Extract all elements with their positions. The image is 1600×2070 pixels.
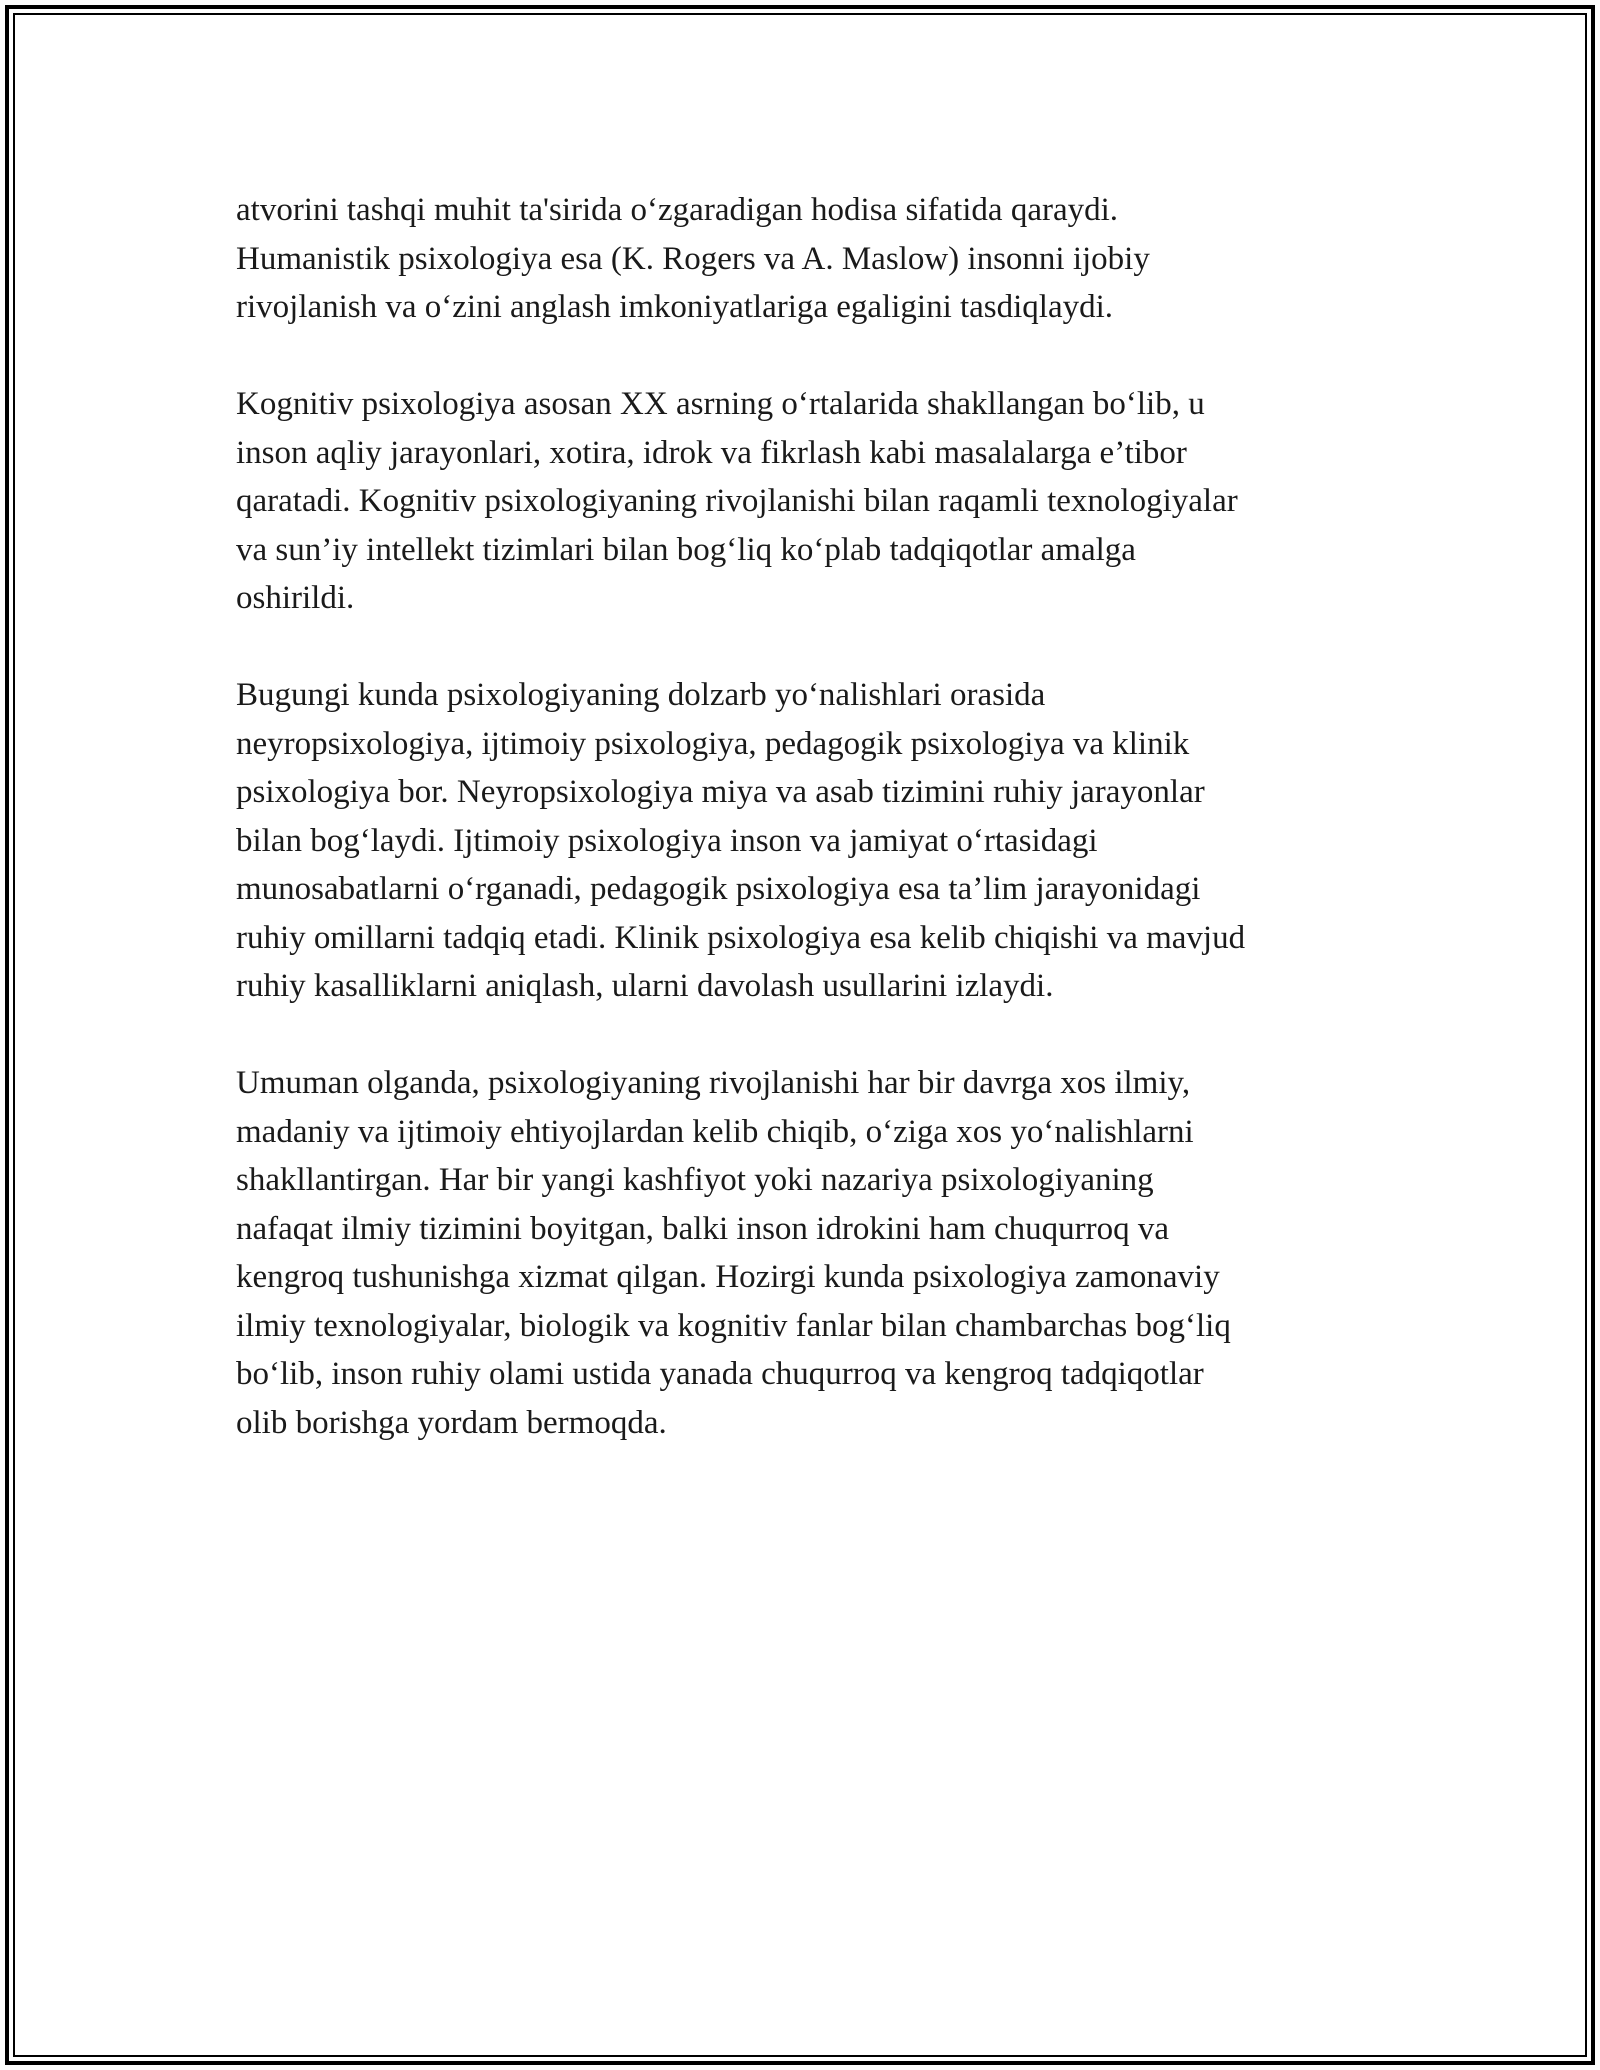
text-line: neyropsixologiya, ijtimoiy psixologiya, pedagogik psixologiya va klinik — [236, 725, 1190, 762]
text-line: ruhiy kasalliklarni aniqlash, ularni davolash usullarini izlaydi. — [236, 968, 1054, 1004]
text-line: shakllantirgan. Har bir yangi kashfiyot yoki nazariya psixologiyaning — [236, 1162, 1154, 1198]
text-line: ilmiy texnologiyalar, biologik va kognitiv fanlar bilan chambarchas bog‘liq — [236, 1307, 1231, 1344]
text-line: oshirildi. — [236, 580, 355, 616]
paragraph-3 — [236, 671, 1366, 1011]
text-line: bo‘lib, inson ruhiy olami ustida yanada chuqurroq va kengroq tadqiqotlar — [236, 1356, 1204, 1392]
paragraph-4 — [236, 1059, 1366, 1447]
document-body — [236, 186, 1366, 1496]
text-line: psixologiya bor. Neyropsixologiya miya va asab tizimini ruhiy jarayonlar — [236, 774, 1205, 810]
text-line: munosabatlarni o‘rganadi, pedagogik psixologiya esa ta’lim jarayonidagi — [236, 871, 1201, 907]
text-line: atvorini tashqi muhit ta'sirida o‘zgaradigan hodisa sifatida qaraydi. — [236, 192, 1119, 228]
text-line: inson aqliy jarayonlari, xotira, idrok va fikrlash kabi masalalarga e’tibor — [236, 434, 1187, 471]
text-line: kengroq tushunishga xizmat qilgan. Hozirgi kunda psixologiya zamonaviy — [236, 1259, 1220, 1295]
text-line: bilan bog‘laydi. Ijtimoiy psixologiya inson va jamiyat o‘rtasidagi — [236, 822, 1098, 859]
text-line: olib borishga yordam bermoqda. — [236, 1404, 667, 1441]
text-line: madaniy va ijtimoiy ehtiyojlardan kelib chiqib, o‘ziga xos yo‘nalishlarni — [236, 1113, 1194, 1150]
text-line: qaratadi. Kognitiv psixologiyaning rivojlanishi bilan raqamli texnologiyalar — [236, 483, 1238, 519]
paragraph-1 — [236, 186, 1366, 332]
text-line: Bugungi kunda psixologiyaning dolzarb yo‘nalishlari orasida — [236, 677, 1046, 713]
text-line: Kognitiv psixologiya asosan XX asrning o‘rtalarida shakllangan bo‘lib, u — [236, 386, 1205, 422]
text-line: Umuman olganda, psixologiyaning rivojlanishi har bir davrga xos ilmiy, — [236, 1065, 1191, 1101]
paragraph-2 — [236, 380, 1366, 623]
text-line: ruhiy omillarni tadqiq etadi. Klinik psixologiya esa kelib chiqishi va mavjud — [236, 919, 1246, 956]
text-line: va sun’iy intellekt tizimlari bilan bog‘liq ko‘plab tadqiqotlar amalga — [236, 531, 1136, 568]
text-line: Humanistik psixologiya esa (K. Rogers va A. Maslow) insonni ijobiy — [236, 240, 1150, 277]
text-line: nafaqat ilmiy tizimini boyitgan, balki inson idrokini ham chuqurroq va — [236, 1210, 1169, 1247]
text-line: rivojlanish va o‘zini anglash imkoniyatlariga egaligini tasdiqlaydi. — [236, 289, 1114, 325]
